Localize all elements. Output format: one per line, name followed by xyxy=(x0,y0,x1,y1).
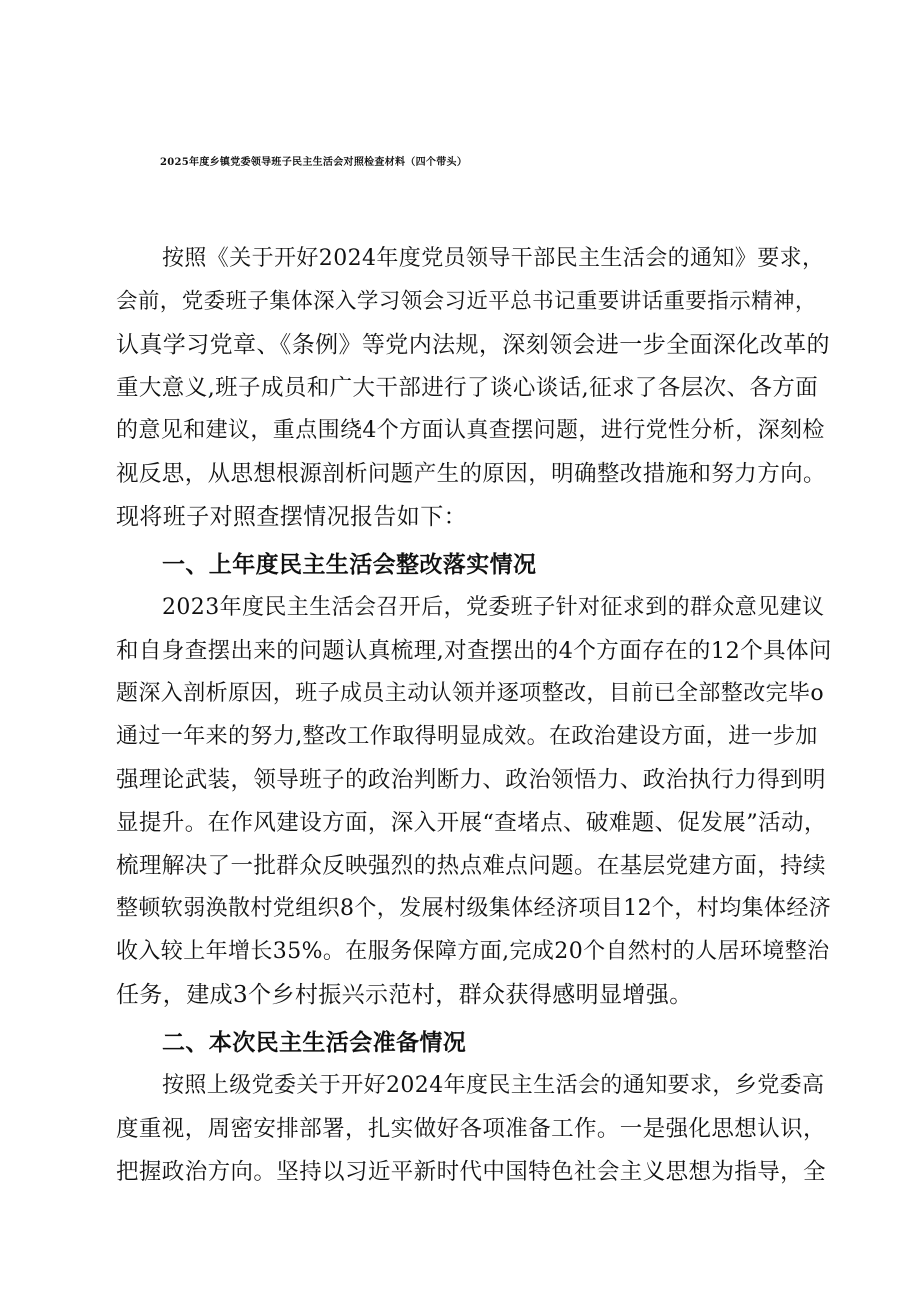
paragraph-line: 按照《关于开好2024年度党员领导干部民主生活会的通知》要求， xyxy=(162,246,825,271)
paragraph-line: 通过一年来的努力,整改工作取得明显成效。在政治建设方面，进一步加 xyxy=(116,724,818,749)
paragraph-line: 整顿软弱涣散村党组织8个，发展村级集体经济项目12个，村均集体经济 xyxy=(116,896,832,921)
paragraph-line: 会前，党委班子集体深入学习领会习近平总书记重要讲话重要指示精神， xyxy=(116,289,817,314)
paragraph-line: 按照上级党委关于开好2024年度民主生活会的通知要求，乡党委高 xyxy=(162,1073,825,1098)
paragraph-line: 度重视，周密安排部署，扎实做好各项准备工作。一是强化思想认识， xyxy=(116,1116,826,1142)
paragraph-line: 重大意义,班子成员和广大干部进行了谈心谈话,征求了各层次、各方面 xyxy=(116,375,819,401)
section-heading-1: 一、上年度民主生活会整改落实情况 xyxy=(162,551,537,578)
section-heading-2: 二、本次民主生活会准备情况 xyxy=(162,1029,467,1056)
paragraph-line: 显提升。在作风建设方面，深入开展“查堵点、破难题、促发展”活动， xyxy=(116,810,827,836)
paragraph-line: 强理论武装，领导班子的政治判断力、政治领悟力、政治执行力得到明 xyxy=(116,767,826,793)
paragraph-line: 梳理解决了一批群众反映强烈的热点难点问题。在基层党建方面，持续 xyxy=(116,853,826,879)
paragraph-line: 题深入剖析原因，班子成员主动认领并逐项整改，目前已全部整改完毕o xyxy=(116,681,825,706)
paragraph-line: 视反思，从思想根源剖析问题产生的原因，明确整改措施和努力方向。 xyxy=(116,461,826,487)
paragraph-line: 2023年度民主生活会召开后，党委班子针对征求到的群众意见建议 xyxy=(162,595,825,620)
paragraph-line: 和自身查摆出来的问题认真梳理,对查摆出的4个方面存在的12个具体问 xyxy=(116,638,832,664)
paragraph-line: 的意见和建议，重点围绕4个方面认真查摆问题，进行党性分析，深刻检 xyxy=(116,418,825,443)
paragraph-line: 把握政治方向。坚持以习近平新时代中国特色社会主义思想为指导，全 xyxy=(116,1159,826,1185)
paragraph-line: 现将班子对照查摆情况报告如下： xyxy=(116,504,467,530)
paragraph-line: 任务，建成3个乡村振兴示范村，群众获得感明显增强。 xyxy=(116,982,693,1008)
document-title: 2025年度乡镇党委领导班子民主生活会对照检查材料（四个带头） xyxy=(160,157,468,168)
paragraph-line: 认真学习党章、《条例》等党内法规，深刻领会进一步全面深化改革的 xyxy=(116,332,830,358)
paragraph-line: 收入较上年增长35%。在服务保障方面,完成20个自然村的人居环境整治 xyxy=(116,939,830,964)
